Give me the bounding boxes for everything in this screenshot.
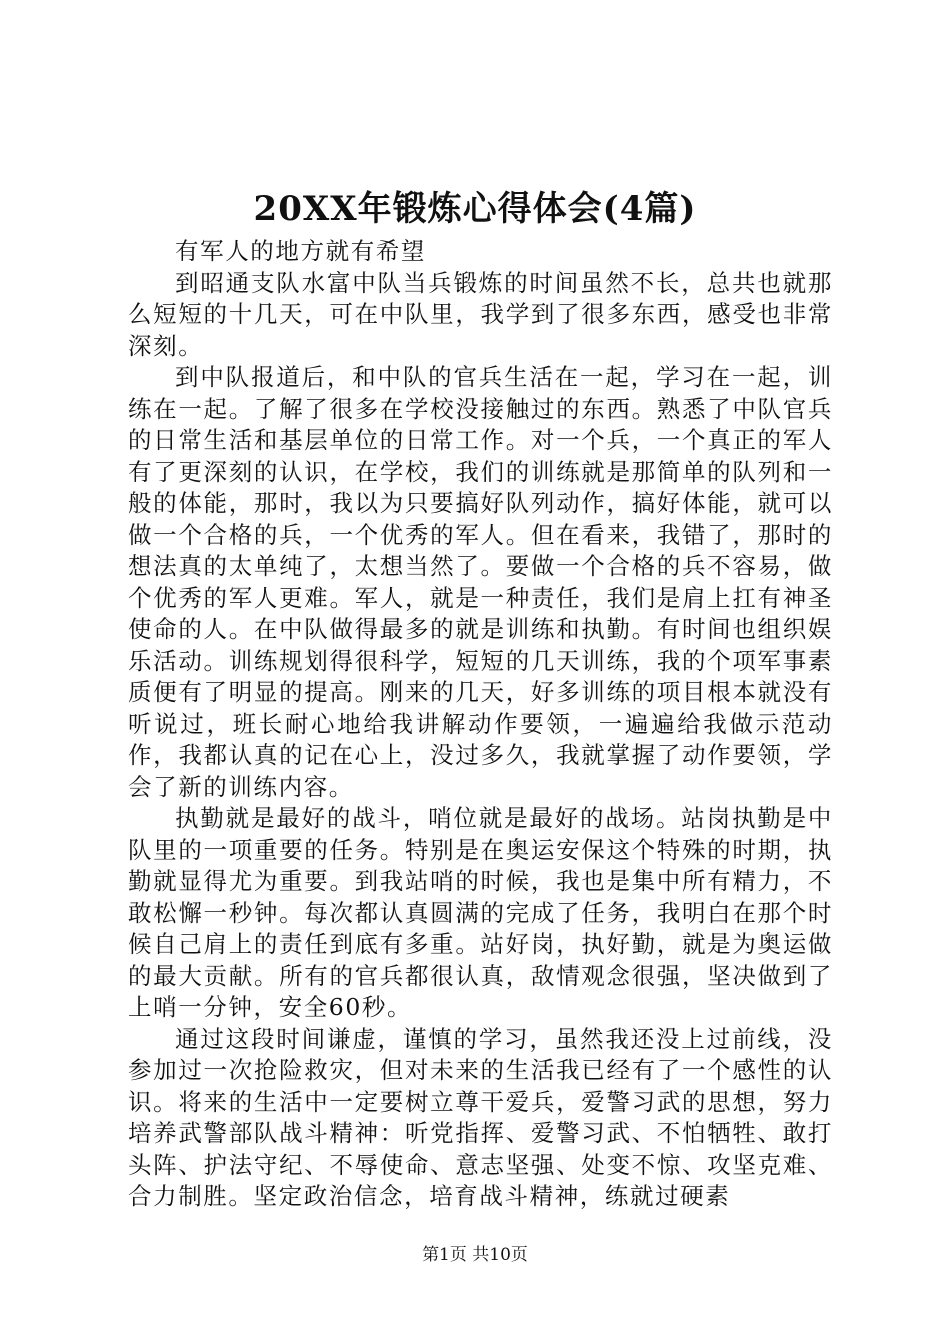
paragraph-2: 到昭通支队水富中队当兵锻炼的时间虽然不长，总共也就那么短短的十几天，可在中队里，我学到了很多东西，感受也非常深刻。 — [128, 268, 833, 360]
paragraph-1: 有军人的地方就有希望 — [175, 237, 426, 265]
page-footer: 第1页 共10页 — [422, 1245, 528, 1265]
paragraph-3: 到中队报道后，和中队的官兵生活在一起，学习在一起，训练在一起。了解了很多在学校没接触过的东西。熟悉了中队官兵的日常生活和基层单位的日常工作。对一个兵，一个真正的军人有了更深刻的认识，在学校，我们的训练就是那简单的队列和一般的体能，那时，我以为只要搞好队列动作，搞好体能，就可以做一个合格的兵，一个优秀的军人。但在看来，我错了，那时的想法真的太单纯了，太想当然了。要做一个合格的兵不容易，做个优秀的军人更难。军人，就是一种责任，我们是肩上扛有神圣使命的人。在中队做得最多的就是训练和执勤。有时间也组织娱乐活动。训练规划得很科学，短短的几天训练，我的个项军事素质便有了明显的提高。刚来的几天，好多训练的项目根本就没有听说过，班长耐心地给我讲解动作要领，一遍遍给我做示范动作，我都认真的记在心上，没过多久，我就掌握了动作要领，学会了新的训练内容。 — [128, 363, 833, 801]
paragraph-5: 通过这段时间谦虚，谨慎的学习，虽然我还没上过前线，没参加过一次抢险救灾，但对未来的生活我已经有了一个感性的认识。将来的生活中一定要树立尊干爱兵，爱警习武的思想，努力培养武警部队战斗精神：听党指挥、爱警习武、不怕牺牲、敢打头阵、护法守纪、不辱使命、意志坚强、处变不惊、攻坚克难、合力制胜。坚定政治信念，培育战斗精神，练就过硬素 — [128, 1024, 833, 1210]
document-body — [128, 236, 833, 1213]
paragraph-4: 执勤就是最好的战斗，哨位就是最好的战场。站岗执勤是中队里的一项重要的任务。特别是在奥运安保这个特殊的时期，执勤就显得尤为重要。到我站哨的时候，我也是集中所有精力，不敢松懈一秒钟。每次都认真圆满的完成了任务，我明白在那个时候自己肩上的责任到底有多重。站好岗，执好勤，就是为奥运做的最大贡献。所有的官兵都很认真，敌情观念很强，坚决做到了上哨一分钟，安全60秒。 — [128, 804, 833, 1021]
document-title: 20XX年锻炼心得体会(4篇) — [253, 189, 697, 229]
